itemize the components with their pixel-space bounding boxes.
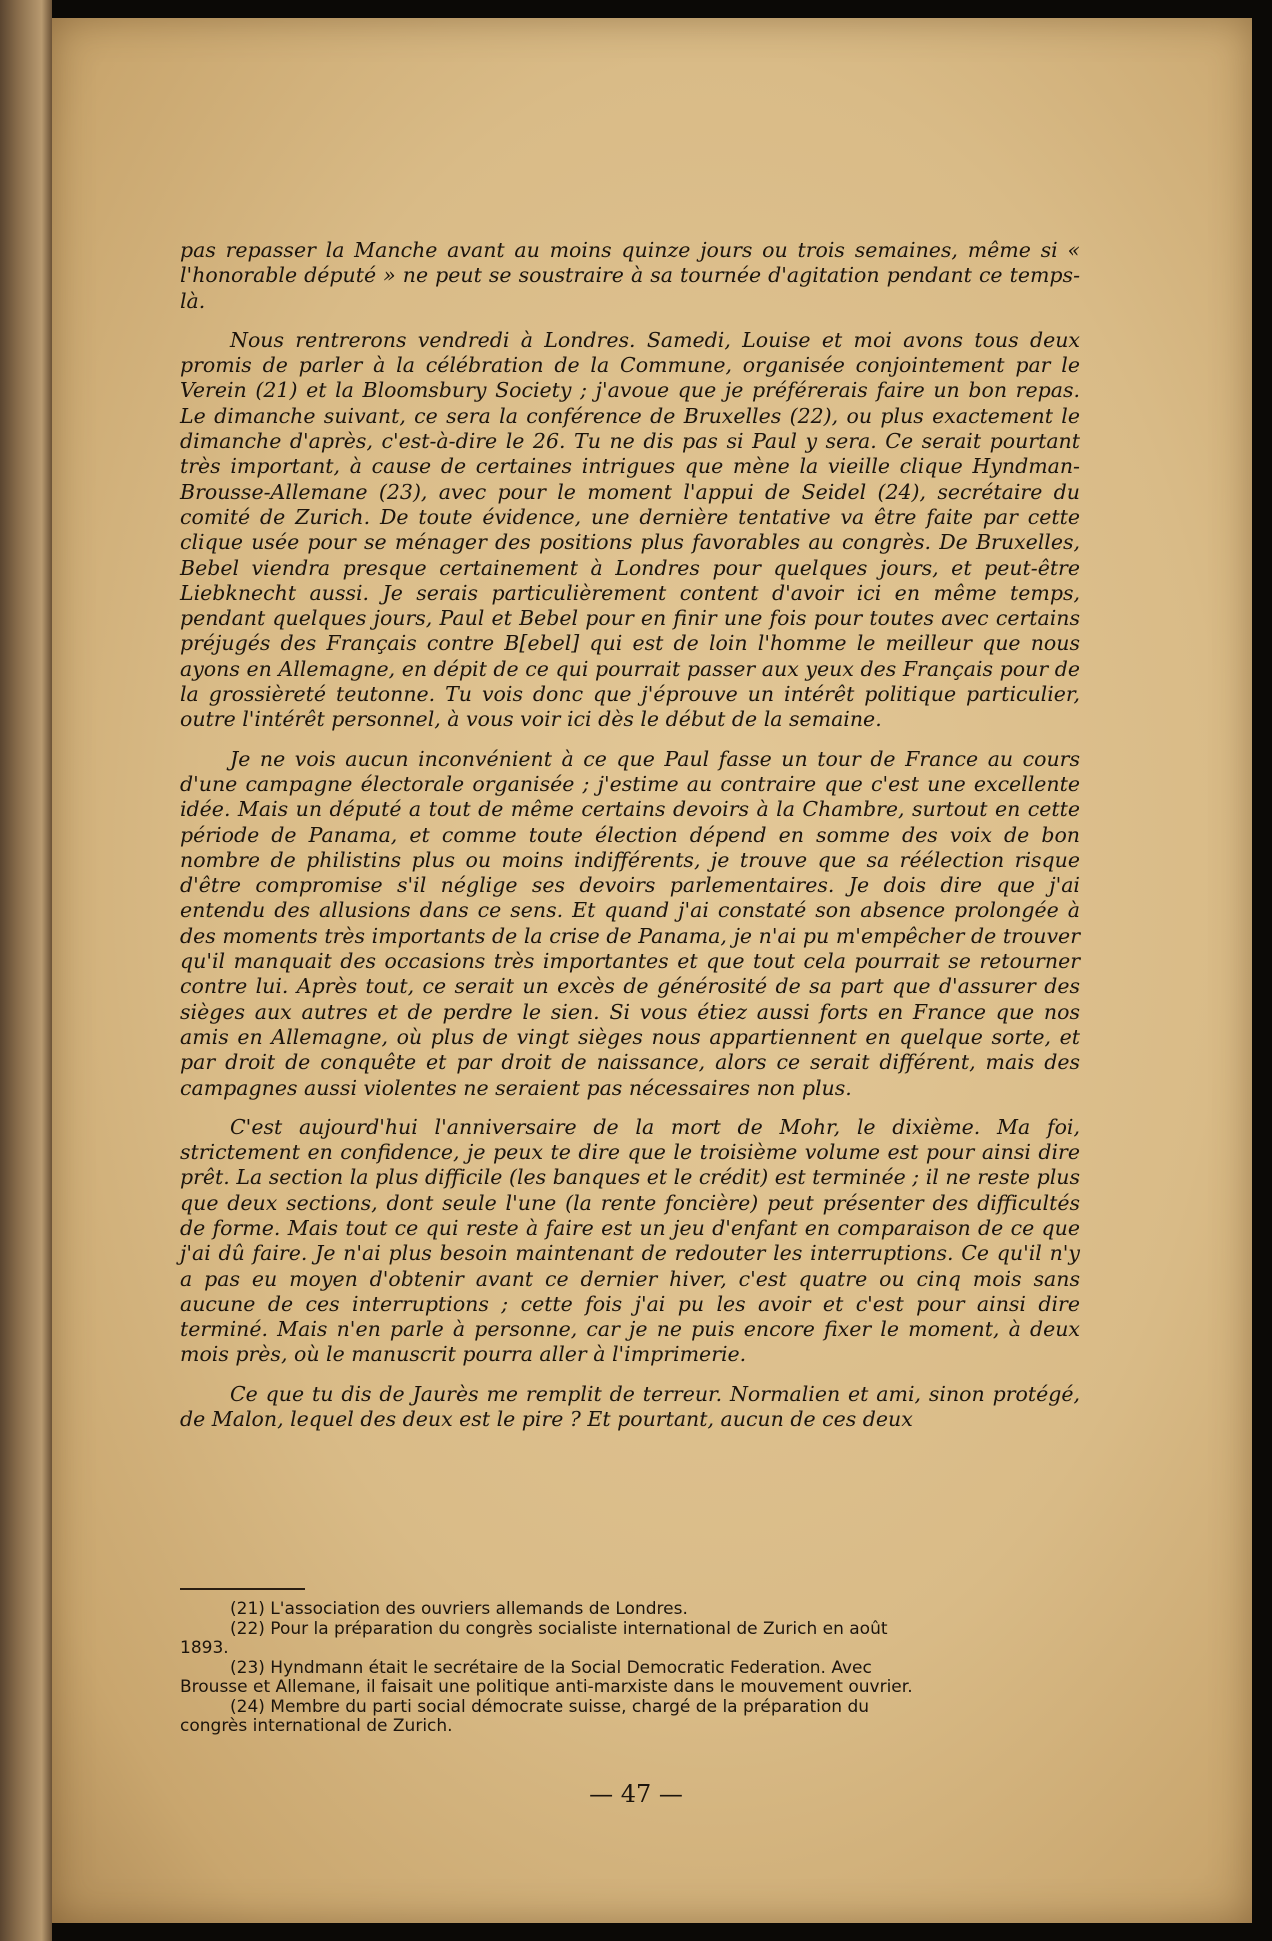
footnote-21: (21) L'association des ouvriers allemands de Londres. [230,1599,688,1619]
footnote-24-continued: congrès international de Zurich. [180,1716,453,1736]
paragraph-3: Je ne vois aucun inconvénient à ce que Paul fasse un tour de France au cours d'une campagne électorale organisée ; j'estime au contraire que c'est une excellente idée. Mais un député a tout de même certains devoirs à la Chambre, surtout en cette période de Panama, et comme toute élection dépend en somme des voix de bon nombre de philistins plus ou moins indifférents, je trouve que sa réélection risque d'être compromise s'il néglige ses devoirs parlementaires. Je dois dire que j'ai entendu des allusions dans ce sens. Et quand j'ai constaté son absence prolongée à des moments très importants de la crise de Panama, je n'ai pu m'empêcher de trouver qu'il manquait des occasions très importantes et que tout cela pourrait se retourner contre lui. Après tout, ce serait un excès de générosité de sa part que d'assurer des sièges aux autres et de perdre le sien. Si vous étiez aussi forts en France que nos amis en Allemagne, où plus de vingt sièges nous appartiennent en quelque sorte, et par droit de conquête et par droit de naissance, alors ce serait différent, mais des campagnes aussi violentes ne seraient pas nécessaires non plus. [180,746,1080,1100]
page-number: — 47 — [589,1780,683,1808]
paragraph-5: Ce que tu dis de Jaurès me remplit de terreur. Normalien et ami, sinon protégé, de Malon, lequel des deux est le pire ? Et pourtant, aucun de ces deux [180,1381,1080,1432]
footnotes [180,1600,1075,1737]
footnote-22: (22) Pour la préparation du congrès socialiste international de Zurich en août [230,1618,888,1639]
footnote-rule [180,1588,305,1590]
paragraph-1: pas repasser la Manche avant au moins quinze jours ou trois semaines, même si « l'honorable député » ne peut se soustraire à sa tournée d'agitation pendant ce temps-là. [180,238,1080,313]
paragraph-2: Nous rentrerons vendredi à Londres. Samedi, Louise et moi avons tous deux promis de parler à la célébration de la Commune, organisée conjointement par le Verein (21) et la Bloomsbury Society ; j'avoue que je préférerais faire un bon repas. Le dimanche suivant, ce sera la conférence de Bruxelles (22), ou plus exactement le dimanche d'après, c'est-à-dire le 26. Tu ne dis pas si Paul y sera. Ce serait pourtant très important, à cause de certaines intrigues que mène la vieille clique Hyndman-Brousse-Allemane (23), avec pour le moment l'appui de Seidel (24), secrétaire du comité de Zurich. De toute évidence, une dernière tentative va être faite par cette clique usée pour se ménager des positions plus favorables au congrès. De Bruxelles, Bebel viendra presque certainement à Londres pour quelques jours, et peut-être Liebknecht aussi. Je serais particulièrement content d'avoir ici en même temps, pendant quelques jours, Paul et Bebel pour en finir une fois pour toutes avec certains préjugés des Français contre B[ebel] qui est de loin l'homme le meilleur que nous ayons en Allemagne, en dépit de ce qui pourrait passer aux yeux des Français pour de la grossièreté teutonne. Tu vois donc que j'éprouve un intérêt politique particulier, outre l'intérêt personnel, à vous voir ici dès le début de la semaine. [180,327,1080,732]
letter-body [180,238,1080,1446]
footnote-22-continued: 1893. [180,1638,229,1658]
paragraph-4: C'est aujourd'hui l'anniversaire de la mort de Mohr, le dixième. Ma foi, strictement en confidence, je peux te dire que le troisième volume est pour ainsi dire prêt. La section la plus difficile (les banques et le crédit) est terminée ; il ne reste plus que deux sections, dont seule l'une (la rente foncière) peut présenter des difficultés de forme. Mais tout ce qui reste à faire est un jeu d'enfant en comparaison de ce que j'ai dû faire. Je n'ai plus besoin maintenant de redouter les interruptions. Ce qu'il n'y a pas eu moyen d'obtenir avant ce dernier hiver, c'est quatre ou cinq mois sans aucune de ces interruptions ; cette fois j'ai pu les avoir et c'est pour ainsi dire terminé. Mais n'en parle à personne, car je ne puis encore fixer le moment, à deux mois près, où le manuscrit pourra aller à l'imprimerie. [180,1114,1080,1367]
book-spine [0,0,52,1941]
footnote-23-continued: Brousse et Allemane, il faisait une politique anti-marxiste dans le mouvement ouvrier. [180,1677,913,1697]
footnote-24: (24) Membre du parti social démocrate suisse, chargé de la préparation du [230,1696,870,1717]
footnote-23: (23) Hyndmann était le secrétaire de la Social Democratic Federation. Avec [230,1657,872,1678]
